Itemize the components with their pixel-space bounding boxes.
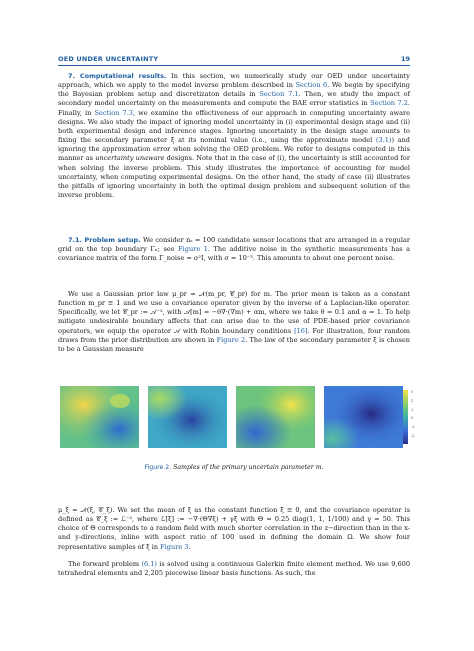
body-text: μ_ξ = 𝒩(ξ̄, 𝒞_ξ). We set the mean of ξ as the constant function ξ̄ ≡ 0, and the covariance operator is defined as 𝒞_ξ := ℒ⁻², where ℒ[ξ] := −∇·(Θ∇ξ) + γξ with Θ = 0.25 diag(1, 1, 1/100) and γ = 50. This choice of Θ corresponds to a random field with much shorter correlation in the z−direction than in the x- and y-directions, inline with aspect ratio of 100 used in defining the domain Ω. We show four representative samples of ξ in — [58, 506, 410, 551]
colorbar-ticks — [411, 388, 415, 441]
link-equation-3-1[interactable]: (3.1) — [375, 136, 392, 145]
colorbar-tick: 1 — [411, 407, 414, 412]
link-figure-2[interactable]: Figure 2 — [216, 335, 246, 344]
figure-caption — [58, 464, 410, 471]
body-text: In this section, we numerically study our OED under uncertainty approach, which we apply to the model inverse problem described in — [58, 72, 410, 90]
link-figure-1[interactable]: Figure 1 — [178, 245, 208, 254]
colorbar-tick: 3 — [411, 390, 414, 394]
body-text: , we examine the effectiveness of our approach in computing uncertainty aware designs. We also study the impact of ignoring model uncertainty in (i) experimental design stage and (ii) both experimental design and inference stages. Ignoring uncertainty in the design stage amounts to fixing the secondary parameter ξ at its nominal value (i.e., using the approximate model — [58, 108, 411, 145]
colorbar-tick: 2 — [411, 398, 414, 403]
link-figure-3[interactable]: Figure 3 — [160, 542, 189, 551]
body-text: . The law of the secondary parameter ξ is chosen to be a Gaussian measure — [58, 335, 410, 353]
link-section-7-2[interactable]: Section 7.2 — [370, 99, 408, 108]
caption-label: Figure 2. — [144, 464, 172, 471]
link-section-7-1[interactable]: Section 7.1 — [259, 90, 299, 99]
body-text: . Finally, in — [58, 99, 410, 117]
body-text: . Then, we study the impact of secondary model uncertainty on the measurements and compute the BAE error statistics in — [58, 90, 410, 108]
running-title: OED UNDER UNCERTAINTY — [58, 55, 159, 63]
body-text: ) and ignoring the approximation error when solving the OED problem. We refer to designs computed in this manner as — [58, 136, 410, 163]
section-7-title: 7. Computational results. — [68, 72, 167, 80]
sample-panel-1 — [60, 386, 139, 448]
link-section-7-3[interactable]: Section 7.3 — [94, 108, 133, 117]
colorbar-tick: -1 — [411, 425, 415, 430]
body-text: . For illustration, four random draws from the prior distribution are shown in — [58, 326, 411, 344]
secondary-parameter-paragraph — [58, 506, 410, 552]
link-ref-16[interactable]: [16] — [294, 326, 308, 335]
section-7-1-title: 7.1. Problem setup. — [68, 236, 141, 244]
link-section-6[interactable]: Section 6 — [295, 81, 328, 90]
prior-paragraph — [58, 290, 410, 354]
sample-panel-3 — [236, 386, 315, 448]
caption-text: Samples of the primary uncertain parameter m. — [173, 464, 324, 471]
colorbar-tick: -2 — [411, 433, 415, 438]
page-header — [58, 55, 410, 69]
italic-term: uncertainty unaware — [95, 154, 165, 163]
sample-panel-4 — [324, 386, 403, 448]
body-text: designs. Note that in the case of (i), the uncertainty is still accounted for when solving the inverse problem. This study illustrates the importance of accounting for model uncertainty, when computing experimental designs. On the other hand, the study of case (ii) illustrates the pitfalls of ignoring uncertainty in both the optimal design problem and subsequent solution of the inverse problem. — [58, 154, 410, 200]
section-7-paragraph — [58, 72, 410, 200]
body-text: . — [188, 542, 191, 551]
colorbar-tick: 0 — [411, 416, 414, 421]
colorbar — [403, 390, 408, 444]
header-rule — [58, 65, 410, 66]
section-7-1-paragraph — [58, 236, 410, 263]
page-number: 19 — [400, 55, 410, 63]
figure-2 — [60, 386, 415, 448]
link-equation-6-1[interactable]: (6.1) — [141, 560, 157, 568]
body-text: We use a Gaussian prior law μ_pr = 𝒩(m_pr, 𝒞_pr) for m. The prior mean is taken as a constant function m_pr ≡ 1 and we use a covariance operator given by the inverse of a Laplacian-like operator. Specifically, we let 𝒞_pr := 𝒜⁻², with 𝒜[m] = −θ∇·(∇m) + αm, where we take θ = 0.1 and α = 1. To help mitigate undesirable boundary affects that can arise due to the use of PDE-based prior covariance operators, we equip the operator 𝒜 with Robin boundary conditions — [58, 290, 410, 335]
forward-problem-paragraph — [58, 560, 410, 578]
body-text: The forward problem — [68, 560, 142, 568]
body-text: . The additive noise in the synthetic measurements has a covariance matrix of the form Γ_noise = σ²I, with σ = 10⁻³. This amounts to about one percent noise. — [58, 245, 411, 263]
sample-panel-2 — [148, 386, 227, 448]
body-text: . We begin by specifying the Bayesian problem setup and discretizaton details in — [58, 81, 410, 99]
body-text: We consider nₛ = 100 candidate sensor locations that are arranged in a regular grid on the top boundary Γₙ; see — [58, 236, 410, 254]
body-text: is solved using a continuous Galerkin finite element method. We use 9,600 tetrahedral elements and 2,205 piecewise linear basis functions. As such, the — [58, 560, 411, 578]
